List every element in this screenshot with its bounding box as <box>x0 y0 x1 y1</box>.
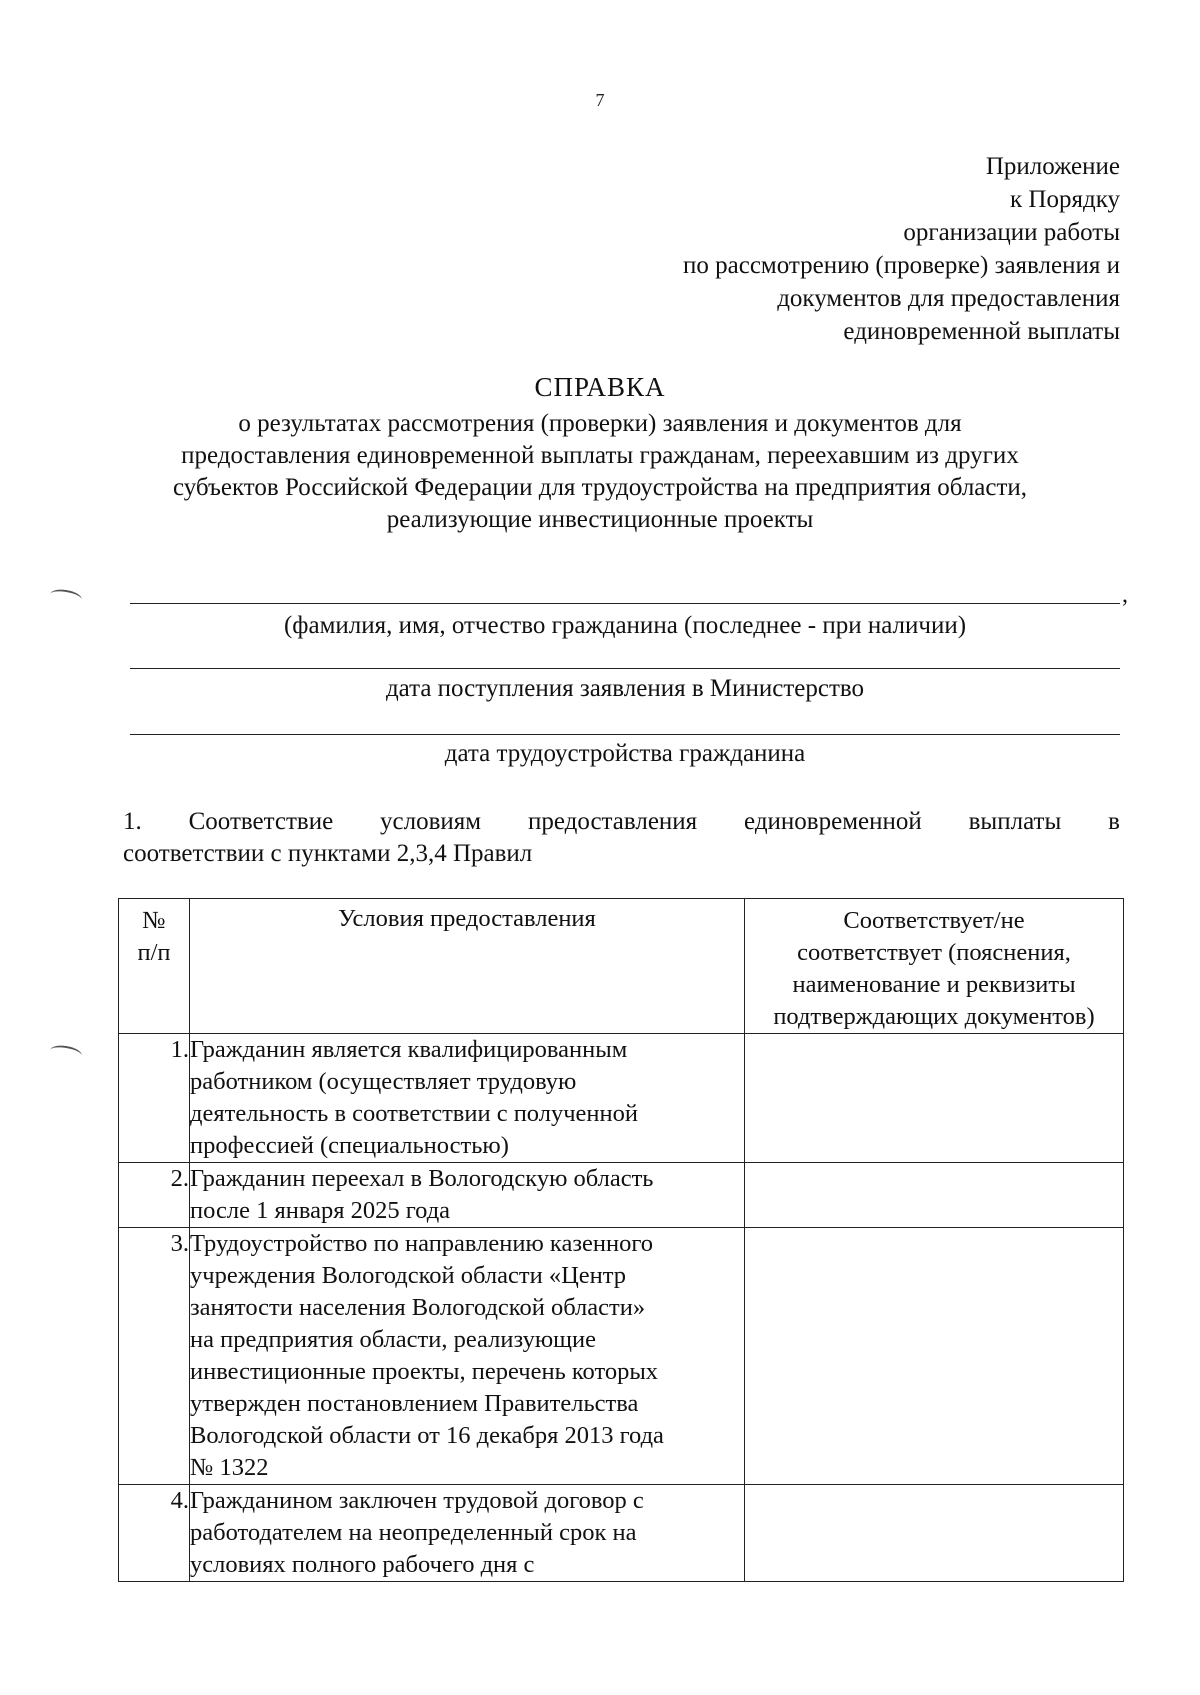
condition-line: Вологодской области от 16 декабря 2013 года <box>190 1422 664 1449</box>
table-row <box>119 1034 1124 1163</box>
appendix-line: документов для предоставления <box>777 285 1120 312</box>
condition-line: № 1322 <box>190 1454 269 1481</box>
condition-line: занятости населения Вологодской области» <box>190 1294 646 1321</box>
appendix-line: к Порядку <box>1010 186 1120 213</box>
name-trailing-comma: , <box>1122 582 1128 608</box>
appendix-header <box>560 150 1120 348</box>
row-number: 4. <box>119 1485 190 1582</box>
scan-mark <box>49 1043 83 1062</box>
row-status-cell[interactable] <box>745 1034 1124 1163</box>
condition-line: утвержден постановлением Правительства <box>190 1390 639 1417</box>
table-row <box>119 1228 1124 1485</box>
subtitle-line: субъектов Российской Федерации для трудоустройства на предприятия области, <box>172 474 1028 501</box>
header-status-line: наименование и реквизиты <box>792 971 1076 998</box>
row-number: 2. <box>119 1163 190 1228</box>
condition-line: условиях полного рабочего дня с <box>190 1551 535 1578</box>
header-status-line: подтверждающих документов) <box>773 1003 1095 1030</box>
header-number-line: п/п <box>137 939 171 966</box>
row-status-cell[interactable] <box>745 1163 1124 1228</box>
section-word: в <box>1108 808 1120 835</box>
row-condition <box>190 1228 745 1485</box>
condition-line: учреждения Вологодской области «Центр <box>190 1262 626 1289</box>
section-word: единовременной <box>744 808 922 835</box>
header-condition-label: Условия предоставления <box>338 905 596 932</box>
condition-line: на предприятия области, реализующие <box>190 1326 597 1353</box>
document-subtitle <box>120 408 1080 536</box>
condition-line: инвестиционные проекты, перечень которых <box>190 1358 659 1385</box>
employment-date-caption: дата трудоустройства гражданина <box>444 740 806 767</box>
row-status-cell[interactable] <box>745 1228 1124 1485</box>
document-title: СПРАВКА <box>534 372 666 402</box>
appendix-line: Приложение <box>985 153 1120 180</box>
section-word: условиям <box>380 808 482 835</box>
subtitle-line: о результатах рассмотрения (проверки) заявления и документов для <box>238 410 962 437</box>
condition-line: профессией (специальностью) <box>190 1132 509 1159</box>
conditions-table <box>118 898 1124 1582</box>
condition-line: работником (осуществляет трудовую <box>190 1068 577 1095</box>
application-date-blank-line[interactable] <box>130 668 1120 669</box>
application-date-caption: дата поступления заявления в Министерство <box>385 675 865 702</box>
row-number: 1. <box>119 1034 190 1163</box>
header-number-line: № <box>142 907 166 934</box>
header-status <box>745 899 1124 1034</box>
name-caption: (фамилия, имя, отчество гражданина (последнее - при наличии) <box>283 612 967 639</box>
appendix-line: единовременной выплаты <box>843 318 1120 345</box>
row-status-cell[interactable] <box>745 1485 1124 1582</box>
header-number <box>119 899 190 1034</box>
appendix-line: организации работы <box>903 219 1120 246</box>
condition-line: после 1 января 2025 года <box>190 1197 451 1224</box>
name-blank-line[interactable] <box>130 603 1120 604</box>
table-header-row <box>119 899 1124 1034</box>
row-condition <box>190 1034 745 1163</box>
appendix-line: по рассмотрению (проверке) заявления и <box>683 252 1120 279</box>
section-word: Соответствие <box>188 808 334 835</box>
header-condition <box>190 899 745 1034</box>
section-word: выплаты <box>968 808 1062 835</box>
subtitle-line: предоставления единовременной выплаты гражданам, переехавшим из других <box>181 442 1019 469</box>
section-word: предоставления <box>527 808 698 835</box>
condition-line: Гражданин переехал в Вологодскую область <box>190 1165 654 1192</box>
subtitle-line: реализующие инвестиционные проекты <box>386 506 814 533</box>
header-status-line: Соответствует/не <box>843 907 1025 934</box>
condition-line: Трудоустройство по направлению казенного <box>190 1230 654 1257</box>
section-1-heading <box>123 808 1120 836</box>
condition-line: работодателем на неопределенный срок на <box>190 1519 637 1546</box>
row-condition <box>190 1485 745 1582</box>
header-status-line: соответствует (пояснения, <box>797 939 1071 966</box>
condition-line: деятельность в соответствии с полученной <box>190 1100 638 1127</box>
employment-date-blank-line[interactable] <box>130 734 1120 735</box>
condition-line: Гражданин является квалифицированным <box>190 1036 628 1063</box>
row-number: 3. <box>119 1228 190 1485</box>
table-row <box>119 1485 1124 1582</box>
table-row <box>119 1163 1124 1228</box>
condition-line: Гражданином заключен трудовой договор с <box>190 1487 644 1514</box>
scan-mark <box>49 587 83 606</box>
section-word: 1. <box>123 808 142 835</box>
page-number: 7 <box>595 90 605 110</box>
section-1-heading-continuation: соответствии с пунктами 2,3,4 Правил <box>123 840 533 867</box>
row-condition <box>190 1163 745 1228</box>
